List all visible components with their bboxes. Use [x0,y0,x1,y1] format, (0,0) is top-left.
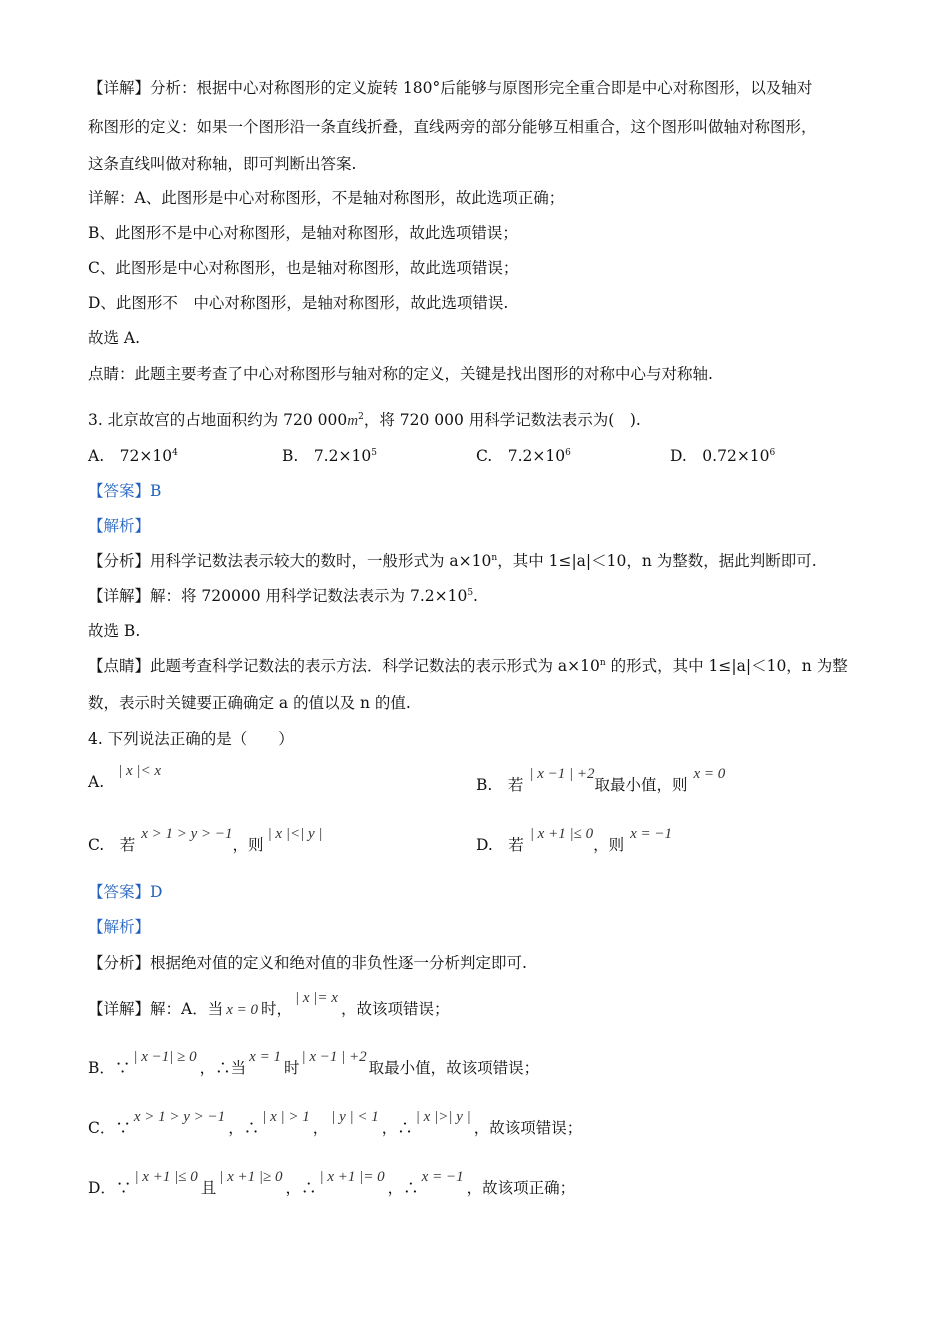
prev-detail-line-6: C、此图形是中心对称图形，也是轴对称图形，故此选项错误； [88,259,519,277]
prev-comment-line: 点睛：此题主要考查了中心对称图形与轴对称的定义，关键是找出图形的对称中心与对称轴. [88,365,713,383]
q4-stem: 4. 下列说法正确的是（ ） [88,730,294,748]
prev-detail-line-7: D、此图形不 中心对称图形，是轴对称图形，故此选项错误. [88,294,509,312]
q3-option-c: C. $7.2\times 10^6$ [476,447,571,465]
q4-analysis-line: 【分析】根据绝对值的定义和绝对值的非负性逐一分析判定即可. [88,954,527,972]
prev-detail-line-3: 这条直线叫做对称轴，即可判断出答案. [88,155,357,173]
q3-comment-line-1: 【点睛】此题考查科学记数法的表示方法．科学记数法的表示形式为 $a\times 10^n$ 的形式，其中 1≤|a|＜10，n 为整 [88,657,848,675]
q4-option-a: A.| x |< x [88,763,162,791]
q4-option-b: B. 若| x −1 | +2取最小值，则x = 0 [476,766,726,794]
q4-answer-tag: 【答案】D [88,883,163,901]
q4-option-d: D. 若| x +1 |≤ 0，则x = −1 [476,826,672,854]
prev-detail-line-1: 【详解】分析：根据中心对称图形的定义旋转 180°后能够与原图形完全重合即是中心对称图形，以及轴对 [88,79,813,97]
q3-option-b: B. $7.2\times 10^5$ [282,447,377,465]
q3-stem: 3. 北京故宫的占地面积约为 720 $000m^2$，将 720 000 用科学记数法表示为( ). [88,411,641,429]
q4-option-c: C. 若x > 1 > y > −1，则| x |<| y | [88,826,323,854]
prev-detail-line-2: 称图形的定义：如果一个图形沿一条直线折叠，直线两旁的部分能够互相重合，这个图形叫做轴对称图形， [88,118,817,136]
q3-comment-line-2: 数，表示时关键要正确确定 a 的值以及 n 的值. [88,694,411,712]
q3-option-a: A. $72\times 10^4$ [88,447,178,465]
q4-detail-c: C．∵x > 1 > y > −1，∴| x | > 1，| y | < 1，∴| x |>| y |，故该项错误； [88,1109,583,1137]
q4-detail-a: 【详解】解：A．当 x = 0 时，| x |= x，故该项错误； [88,990,450,1018]
prev-detail-line-4: 详解：A、此图形是中心对称图形，不是轴对称图形，故此选项正确； [88,189,565,207]
q3-analysis-line: 【分析】用科学记数法表示较大的数时，一般形式为 $a\times 10^n$，其中 1≤|a|＜10，n 为整数，据此判断即可. [88,552,817,570]
q4-analysis-tag: 【解析】 [88,918,151,936]
prev-detail-line-5: B、此图形不是中心对称图形，是轴对称图形，故此选项错误； [88,224,518,242]
prev-choose-line: 故选 A. [88,329,141,347]
q4-detail-b: B．∵| x −1| ≥ 0，∴当x = 1时| x −1 | +2取最小值，故该项错误； [88,1049,540,1077]
q3-answer-tag: 【答案】B [88,482,162,500]
q4-detail-d: D．∵| x +1 |≤ 0且| x +1 |≥ 0，∴| x +1 |= 0，∴x = −1，故该项正确； [88,1169,576,1197]
q3-option-d: D. $0.72\times 10^6$ [670,447,776,465]
q3-analysis-tag: 【解析】 [88,517,151,535]
q3-detail-line: 【详解】解：将 720000 用科学记数法表示为 $7.2\times 10^5$. [88,587,478,605]
q3-choose-line: 故选 B. [88,622,141,640]
